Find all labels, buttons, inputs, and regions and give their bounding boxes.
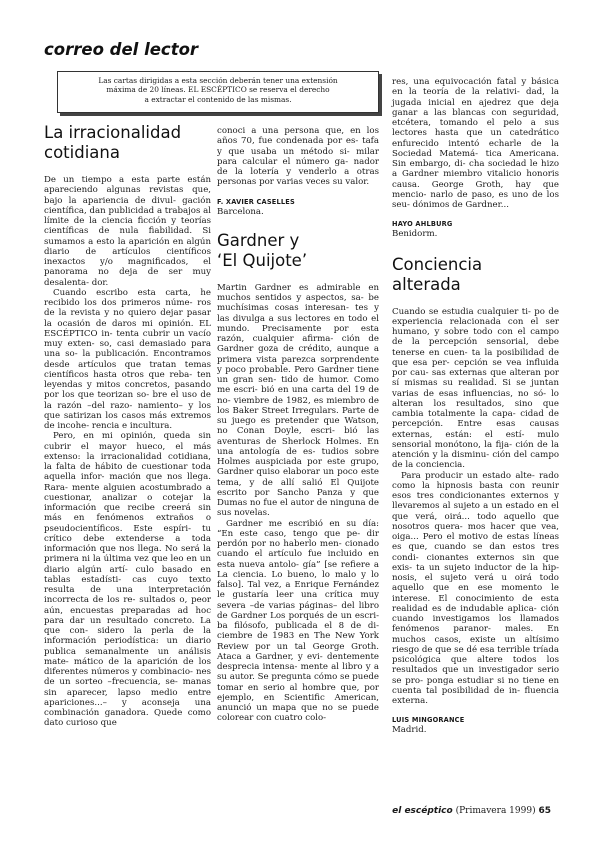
text-line: dad, la jugada inicial en ajedrez <box>392 87 559 108</box>
letter-signature: LUIS MINGORANCE <box>392 716 465 725</box>
text-line: interpretación incorrecta de los re- <box>44 585 211 606</box>
text-line: interese. El conocimiento de esta <box>392 593 559 604</box>
issue-label: (Primavera 1999) <box>455 806 536 816</box>
text-line: será la primera ni la última vez <box>44 544 211 565</box>
text-line: cuenta tal posibilidad de in- <box>392 685 521 696</box>
text-line: cuestionar toda aquella infor- <box>44 462 211 483</box>
text-line: preparadas ad hoc para dar un <box>44 605 212 626</box>
heading-line: cotidiana <box>44 143 120 162</box>
text-line: ponga estudiar si no tiene en <box>426 675 559 686</box>
text-line: recibido los dos primeros núme- <box>44 298 193 308</box>
text-line: elaborar un poco este tema, y de <box>217 467 380 488</box>
text-line: varias páginas– del libro de <box>217 600 379 621</box>
text-line: los Baker Street Irregulars. Parte <box>217 405 366 416</box>
text-line: Gardner Los porqués de un escri- <box>230 610 379 621</box>
letter-body-irracionalidad <box>44 175 211 729</box>
text-line: científicos hasta otros que reba- <box>44 369 193 380</box>
text-line: incluido en esta nueva antolo- <box>217 549 380 570</box>
text-line: gía” [se refiere a La ciencia. Lo <box>217 559 380 580</box>
text-line: ción cuando investigamos los <box>392 603 559 624</box>
text-line: por este grupo, Gardner quiso <box>217 457 379 478</box>
magazine-name: el escéptico <box>392 806 453 816</box>
text-line: mente alguien acostumbrado a <box>72 482 211 493</box>
text-line: tes y las divulga a sus lectores <box>217 303 379 324</box>
text-line: namiento– y los que satirizan los <box>44 400 211 421</box>
text-line: ejemplo, en Scientific American, <box>217 692 379 703</box>
heading-line: ‘El Quijote’ <box>217 250 308 270</box>
text-line: cuando se dan estos tres condi- <box>392 542 559 563</box>
text-line: otras personas por varias veces <box>217 167 380 188</box>
text-line: bió las aventuras de Sherlock <box>217 426 379 447</box>
text-line: seguridad, etcétera, tomando el <box>392 107 560 128</box>
paragraph <box>392 77 559 210</box>
text-line: res, una equivocación fatal y <box>392 77 527 87</box>
notice-line: a extractar el contenido de las mismas. <box>144 94 292 104</box>
text-line: ción del campo de la conciencia. <box>392 450 559 471</box>
text-line: cionado cuando el artículo fue <box>217 539 380 560</box>
text-line: años 70, fue condenada por es- <box>217 136 359 147</box>
text-line: su valor. <box>332 177 370 188</box>
text-line: bió en una carta del 19 de no- <box>217 385 380 406</box>
text-line: narlo de paso, es uno de los seu- <box>392 189 560 210</box>
text-line: puede colorear con cuatro colo- <box>217 703 379 724</box>
text-line: Martin Gardner es admirable en <box>217 282 379 293</box>
letter-location: Madrid. <box>392 725 427 736</box>
text-line: motivo de estas líneas es que, <box>392 532 559 553</box>
text-line: George Groth, hay que mencio- <box>392 179 559 200</box>
text-line: nosis, el sujeto verá u oirá todo <box>392 573 559 583</box>
letter-location: Barcelona. <box>217 206 264 217</box>
paragraph <box>44 288 211 432</box>
text-line: so, casi demasiado para una so- <box>44 339 211 360</box>
text-line: mulo sensorial monótono, la fija- <box>392 429 560 450</box>
text-line: Holmes. En una antología de es- <box>217 436 380 457</box>
text-line: Gardner me escribió en su <box>226 518 357 529</box>
text-line: Para producir un estado alte- <box>401 470 535 481</box>
heading-line: Conciencia <box>392 254 483 274</box>
text-line: dónimos de Gardner... <box>412 200 509 210</box>
text-line: ros de la revista y no quiero <box>44 298 211 319</box>
text-line: Cuando escribo esta carta, he <box>53 287 211 298</box>
text-line: rado como la hipnosis basta con <box>392 470 559 491</box>
heading-line: Gardner y <box>217 230 300 250</box>
text-line: tudios sobre Holmes auspiciada <box>217 446 379 467</box>
text-line: resultado concreto. La que con- <box>44 615 212 636</box>
text-line: Sancho Panza y que Dumas no <box>217 487 379 508</box>
text-line: muchos sentidos y aspectos, sa- <box>217 293 364 303</box>
text-line: be muchísimas cosas interesan- <box>217 293 380 314</box>
text-line: entre apariciones...– y aconseja <box>44 687 211 708</box>
text-line: tica Americana. Sin embargo, di- <box>392 148 559 169</box>
article-heading-conciencia <box>392 255 559 295</box>
text-line: realidad es de indudable aplica- <box>392 603 537 614</box>
text-line: catedrático enfurecido intentó <box>392 128 559 149</box>
text-line: males. En muchos casos, existe <box>392 624 560 645</box>
text-line: más extenso: la irracionalidad <box>44 441 211 462</box>
text-line: gación científica, dan publicidad <box>44 195 211 216</box>
text-line: casos más extremos de incohe- <box>44 410 212 431</box>
heading-line: alterada <box>392 274 461 294</box>
text-line: ta la posibilidad de que esa per- <box>392 347 559 368</box>
text-line: cas cuyo texto resulta de una <box>44 574 211 595</box>
text-line: un altísimo riesgo de que se dé <box>392 634 560 655</box>
text-line: a Enrique Fernández le gustaría <box>217 580 379 601</box>
text-line: aquello que en ese momento le <box>392 583 559 594</box>
notice-line: máxima de 20 líneas. EL ESCÉPTICO se reserva el derecho <box>106 85 330 95</box>
text-line: diferentes números y combinacio- <box>44 667 193 677</box>
text-line: día: “En este caso, tengo que pe- <box>217 518 379 539</box>
text-line: y/o magnificados, el panorama <box>44 257 212 278</box>
text-line: varias de esas influencias, no só- <box>392 388 547 399</box>
text-line: conoci a una persona que, en los <box>217 126 379 136</box>
submission-notice <box>57 71 379 113</box>
text-line: causas externas, están: el estí- <box>392 419 560 440</box>
text-line: reunir esos tres condicionantes <box>392 480 559 501</box>
text-line: esa terrible tríada psicológica <box>392 644 560 665</box>
text-line: no deja de ser muy desalenta- <box>44 267 212 288</box>
section-title: correo del lector <box>44 40 199 59</box>
text-line: novelas. <box>234 508 270 519</box>
text-line: cotidiana, la falta de hábito de <box>44 451 211 472</box>
text-line: la publicación. Encontramos <box>82 349 211 360</box>
text-line: ción de Gardner goza de crédito, <box>217 334 380 355</box>
text-line: sorprendente y poco probable. <box>217 354 379 375</box>
text-line: dejar pasar la ocasión de daros <box>44 308 212 329</box>
text-line: o pseudocientíficos. Este espíri- <box>44 513 211 534</box>
text-line: todo aquello que nosotros quera- <box>392 511 560 532</box>
text-line: ta un sujeto inductor de la hip- <box>416 562 560 573</box>
text-line: que cambia totalmente la capa- <box>392 398 560 419</box>
paragraph <box>44 175 211 288</box>
text-line: nador de la lotería y venderlo a <box>217 156 380 177</box>
letter-body-gardner-continued <box>392 77 559 210</box>
paragraph <box>392 471 559 707</box>
page-footer <box>392 806 551 816</box>
text-line: Watson, no Conan Doyle, escri- <box>217 416 379 437</box>
text-line: allí salió El Quijote escrito por <box>217 477 379 498</box>
text-line: mación que nos llega. Rara- <box>44 472 211 493</box>
text-line: apareciendo algunas revistas <box>44 185 184 196</box>
text-line: sin más en fenómenos extraños <box>44 503 211 524</box>
text-line: bre el uso de la razón –del razo- <box>44 390 212 411</box>
text-line: sin cubrir el mayor hueco, el <box>44 431 212 452</box>
text-line: tafa y que usaba un método si- <box>217 136 379 157</box>
text-line: cepción se vea influida por cau- <box>392 357 560 378</box>
text-line: que un investigador serio se pro- <box>392 665 559 686</box>
heading-line: La irracionalidad <box>44 123 182 142</box>
text-line: un estado en el que verá, oirá... <box>392 501 560 522</box>
text-line: semanalmente un análisis mate- <box>44 646 211 667</box>
paragraph <box>217 126 379 188</box>
text-line: en serio al hombre que, por <box>247 682 379 693</box>
letter-signature: HAYO AHLBURG <box>392 220 453 229</box>
text-line: que deja ganar a las blancas con <box>392 97 560 118</box>
text-line: po de experiencia relacionada <box>392 306 559 327</box>
article-heading-irracionalidad <box>44 123 211 163</box>
text-line: echarle de la Sociedad Matemá- <box>392 138 560 159</box>
text-line: pasando por los que teorizan so- <box>44 380 211 401</box>
column-left <box>44 123 211 729</box>
text-line: Groth. Ataca a Gardner, y evi- <box>217 641 380 662</box>
text-line: culo basado en tablas estadísti- <box>44 564 212 585</box>
letter-location: Benidorm. <box>392 229 438 240</box>
text-line: desde artículos que tratan temas <box>44 359 211 370</box>
text-line: nes de un sorteo –frecuencia, se- <box>44 667 211 688</box>
text-line: mismas su realidad. Si se juntan <box>404 378 559 389</box>
text-line: tu crítico debe extenderse a toda <box>44 523 211 544</box>
text-line: ten leyendas y mitos concretos, <box>44 369 212 390</box>
text-line: bueno, lo malo y lo falso]. Tal vez, <box>217 569 379 590</box>
text-line: pelo a sus lectores hasta que un <box>392 118 559 139</box>
text-line: anunció un mapa que no se <box>217 703 348 713</box>
text-line: dor. <box>91 277 109 288</box>
text-line: sultados o, peor aún, encuestas <box>44 595 211 616</box>
text-line: cuestionar, analizar o cotejar la <box>44 492 211 503</box>
text-line: cionantes externos sin que exis- <box>392 552 559 573</box>
text-line: básica en la teoría de la relativi- <box>392 77 559 98</box>
paragraph <box>217 283 379 519</box>
text-line: tenta cubrir un vacío muy exten- <box>44 328 211 349</box>
text-line: dentemente desprecia intensa- <box>217 651 379 672</box>
text-line: miembro vitalicio honoris causa. <box>392 169 560 190</box>
text-line: fue el autor de ninguna de sus <box>217 498 379 519</box>
text-line: con el campo de la percepción <box>392 327 559 348</box>
article-heading-gardner <box>217 231 379 271</box>
text-line: viembre de 1982, es miembro de <box>233 395 379 406</box>
letter-signature: F. XAVIER CASELLES <box>217 197 295 206</box>
text-line: Quede como dato curioso que <box>44 708 212 729</box>
text-line: a trabajos al límite de la ciencia <box>44 205 211 226</box>
paragraph <box>217 519 379 724</box>
column-middle <box>217 126 379 724</box>
text-line: que, bajo la apariencia de divul- <box>44 185 212 206</box>
notice-line: Las cartas dirigidas a esta sección deberán tener una extensión <box>98 76 338 85</box>
paragraph <box>44 431 211 728</box>
text-line: fluencia externa. <box>392 685 560 706</box>
letter-body-conciencia <box>392 307 559 707</box>
text-line: ción de la atención y la disminu- <box>392 439 559 460</box>
text-line: Cuando se estudia cualquier ti- <box>392 306 531 317</box>
text-line: sensorial, debe tenerse en cuen- <box>392 337 559 358</box>
text-line: York Review por un tal George <box>217 631 380 652</box>
letter-body-gardner <box>217 283 379 724</box>
text-line: en todo el mundo. Precisamente <box>217 313 379 334</box>
text-line: cha sociedad le hizo a Gardner <box>392 159 560 180</box>
text-line: cidad de percepción. Entre esas <box>392 409 559 430</box>
text-line: mos hacer que vea, oiga... Pero el <box>392 521 560 542</box>
text-line: Pero, en mi opinión, queda <box>53 431 191 442</box>
text-line: leer una crítica muy severa –de <box>217 590 379 611</box>
text-line: externos y llevaremos al sujeto a <box>392 491 559 512</box>
text-line: con el ser humano, y sobre todo <box>392 316 560 337</box>
text-line: tido de humor. Como me escri- <box>217 375 379 396</box>
text-line: lo alteran los resultados, sino <box>392 388 559 409</box>
paragraph <box>392 307 559 471</box>
letter-body-continued <box>217 126 379 188</box>
text-line: mente al libro y a su autor. Se <box>217 662 379 683</box>
text-line: información que nos llega. No <box>44 544 178 554</box>
text-line: De un tiempo a esta parte están <box>44 175 211 185</box>
text-line: periodística: un diario publica <box>44 636 212 657</box>
text-line: aunque a primera vista parezca <box>217 344 380 365</box>
text-line: de artículos científicos inexactos <box>44 246 211 267</box>
text-line: información que recibe creerá <box>44 503 191 513</box>
text-line: manas sin aparecer, lapso medio <box>44 677 211 698</box>
text-line: una combinación ganadora. <box>44 697 211 718</box>
text-line: llamados fenómenos paranor- <box>392 614 559 635</box>
text-line: milar para calcular el número ga- <box>217 146 380 167</box>
text-line: Pero Gardner tiene un gran sen- <box>217 364 379 385</box>
text-line: ba filósofo, publicada el 8 de di- <box>217 621 379 631</box>
text-line: sidero la perla de la información <box>44 626 211 647</box>
text-line: sas externas que alteran por sí <box>392 368 560 389</box>
column-right <box>392 77 559 736</box>
text-line: mático de la aparición de los <box>73 656 211 667</box>
text-line: de su juego es pretender que <box>217 405 379 426</box>
text-line: nula fiabilidad. Si sumamos a <box>44 226 212 247</box>
text-line: esto la aparición en algún diario <box>44 236 212 257</box>
text-line: ciembre de 1983 en The New <box>217 631 355 642</box>
text-line: ficción y teorías científicas de <box>44 216 211 237</box>
text-line: pregunta cómo se puede tomar <box>217 672 379 693</box>
text-line: dir perdón por no haberlo men- <box>217 528 379 549</box>
text-line: que altere todos los resultados <box>392 655 560 676</box>
text-line: rencia e incultura. <box>91 421 173 431</box>
text-line: que leo en un diario algún artí- <box>44 554 211 575</box>
text-line: mi opinión. EL ESCÉPTICO in- <box>44 318 211 339</box>
text-line: por esta razón, cualquier afirma- <box>217 323 379 344</box>
page-number: 65 <box>538 806 551 816</box>
